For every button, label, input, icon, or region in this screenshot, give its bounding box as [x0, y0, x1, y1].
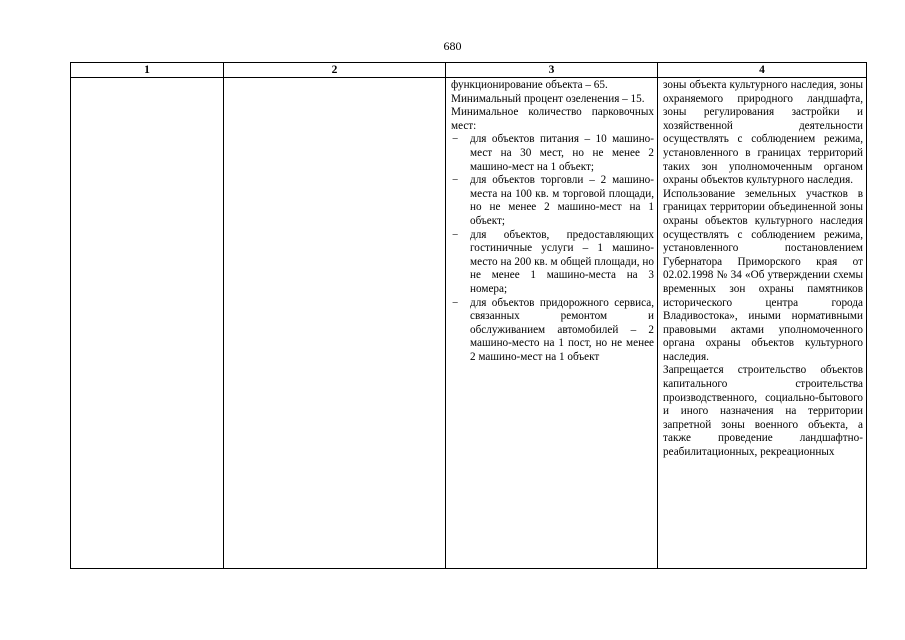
cell-col-1 — [71, 78, 224, 569]
col3-paragraph-1: функционирование объекта – 65. — [451, 79, 608, 91]
col4-paragraph-2: Использование земельных участков в границах территории объединенной зоны охраны объектов культурного наследия осуществлять с соблюдением режима, установленного постановлением Губернатора Приморского края от 02.02.1998 № 34 «Об утверждении схемы временных зон охраны памятников исторического центра города Владивостока», иными нормативными правовыми актами уполномоченного органа охраны объектов культурного наследия. — [663, 187, 863, 363]
header-col-3: 3 — [446, 63, 658, 78]
header-col-4: 4 — [658, 63, 867, 78]
list-item: − для объектов придорожного сервиса, связанных ремонтом и обслуживанием автомобилей – 2 машино-место на 1 пост, но не менее 2 машино-мест на 1 объект — [451, 297, 654, 365]
col4-paragraph-1: зоны объекта культурного наследия, зоны охраняемого природного ландшафта, зоны регулирования застройки и хозяйственной деятельности осуществлять с соблюдением режима, установленного в границах территорий таких зон уполномоченным органом охраны объектов культурного наследия. — [663, 79, 863, 187]
page-number: 680 — [443, 39, 462, 53]
col3-paragraph-3: Минимальное количество парковочных мест: — [451, 106, 654, 132]
parking-list — [451, 133, 654, 364]
cell-col-2 — [224, 78, 446, 569]
regulations-table — [70, 62, 867, 569]
list-item: − для объектов питания – 10 машино-мест на 30 мест, но не менее 2 машино-мест на 1 объект; — [451, 133, 654, 174]
col3-paragraph-2: Минимальный процент озеленения – 15. — [451, 92, 645, 105]
cell-col-4 — [658, 78, 867, 569]
cell-col-3 — [446, 78, 658, 569]
header-col-1: 1 — [71, 63, 224, 78]
table-row — [71, 78, 867, 569]
header-row — [71, 63, 867, 78]
list-item: − для объектов, предоставляющих гостиничные услуги – 1 машино-место на 200 кв. м общей площади, но не менее 1 машино-места на 3 номера; — [451, 229, 654, 297]
header-col-2: 2 — [224, 63, 446, 78]
col4-paragraph-3: Запрещается строительство объектов капитального строительства производственного, социально-бытового и иного назначения на территории запретной зоны военного объекта, а также проведение ландшафтно-реабилитационных, рекреационных — [663, 364, 863, 459]
list-item: − для объектов торговли – 2 машино-места на 100 кв. м торговой площади, но не менее 2 машино-мест на 1 объект; — [451, 174, 654, 228]
